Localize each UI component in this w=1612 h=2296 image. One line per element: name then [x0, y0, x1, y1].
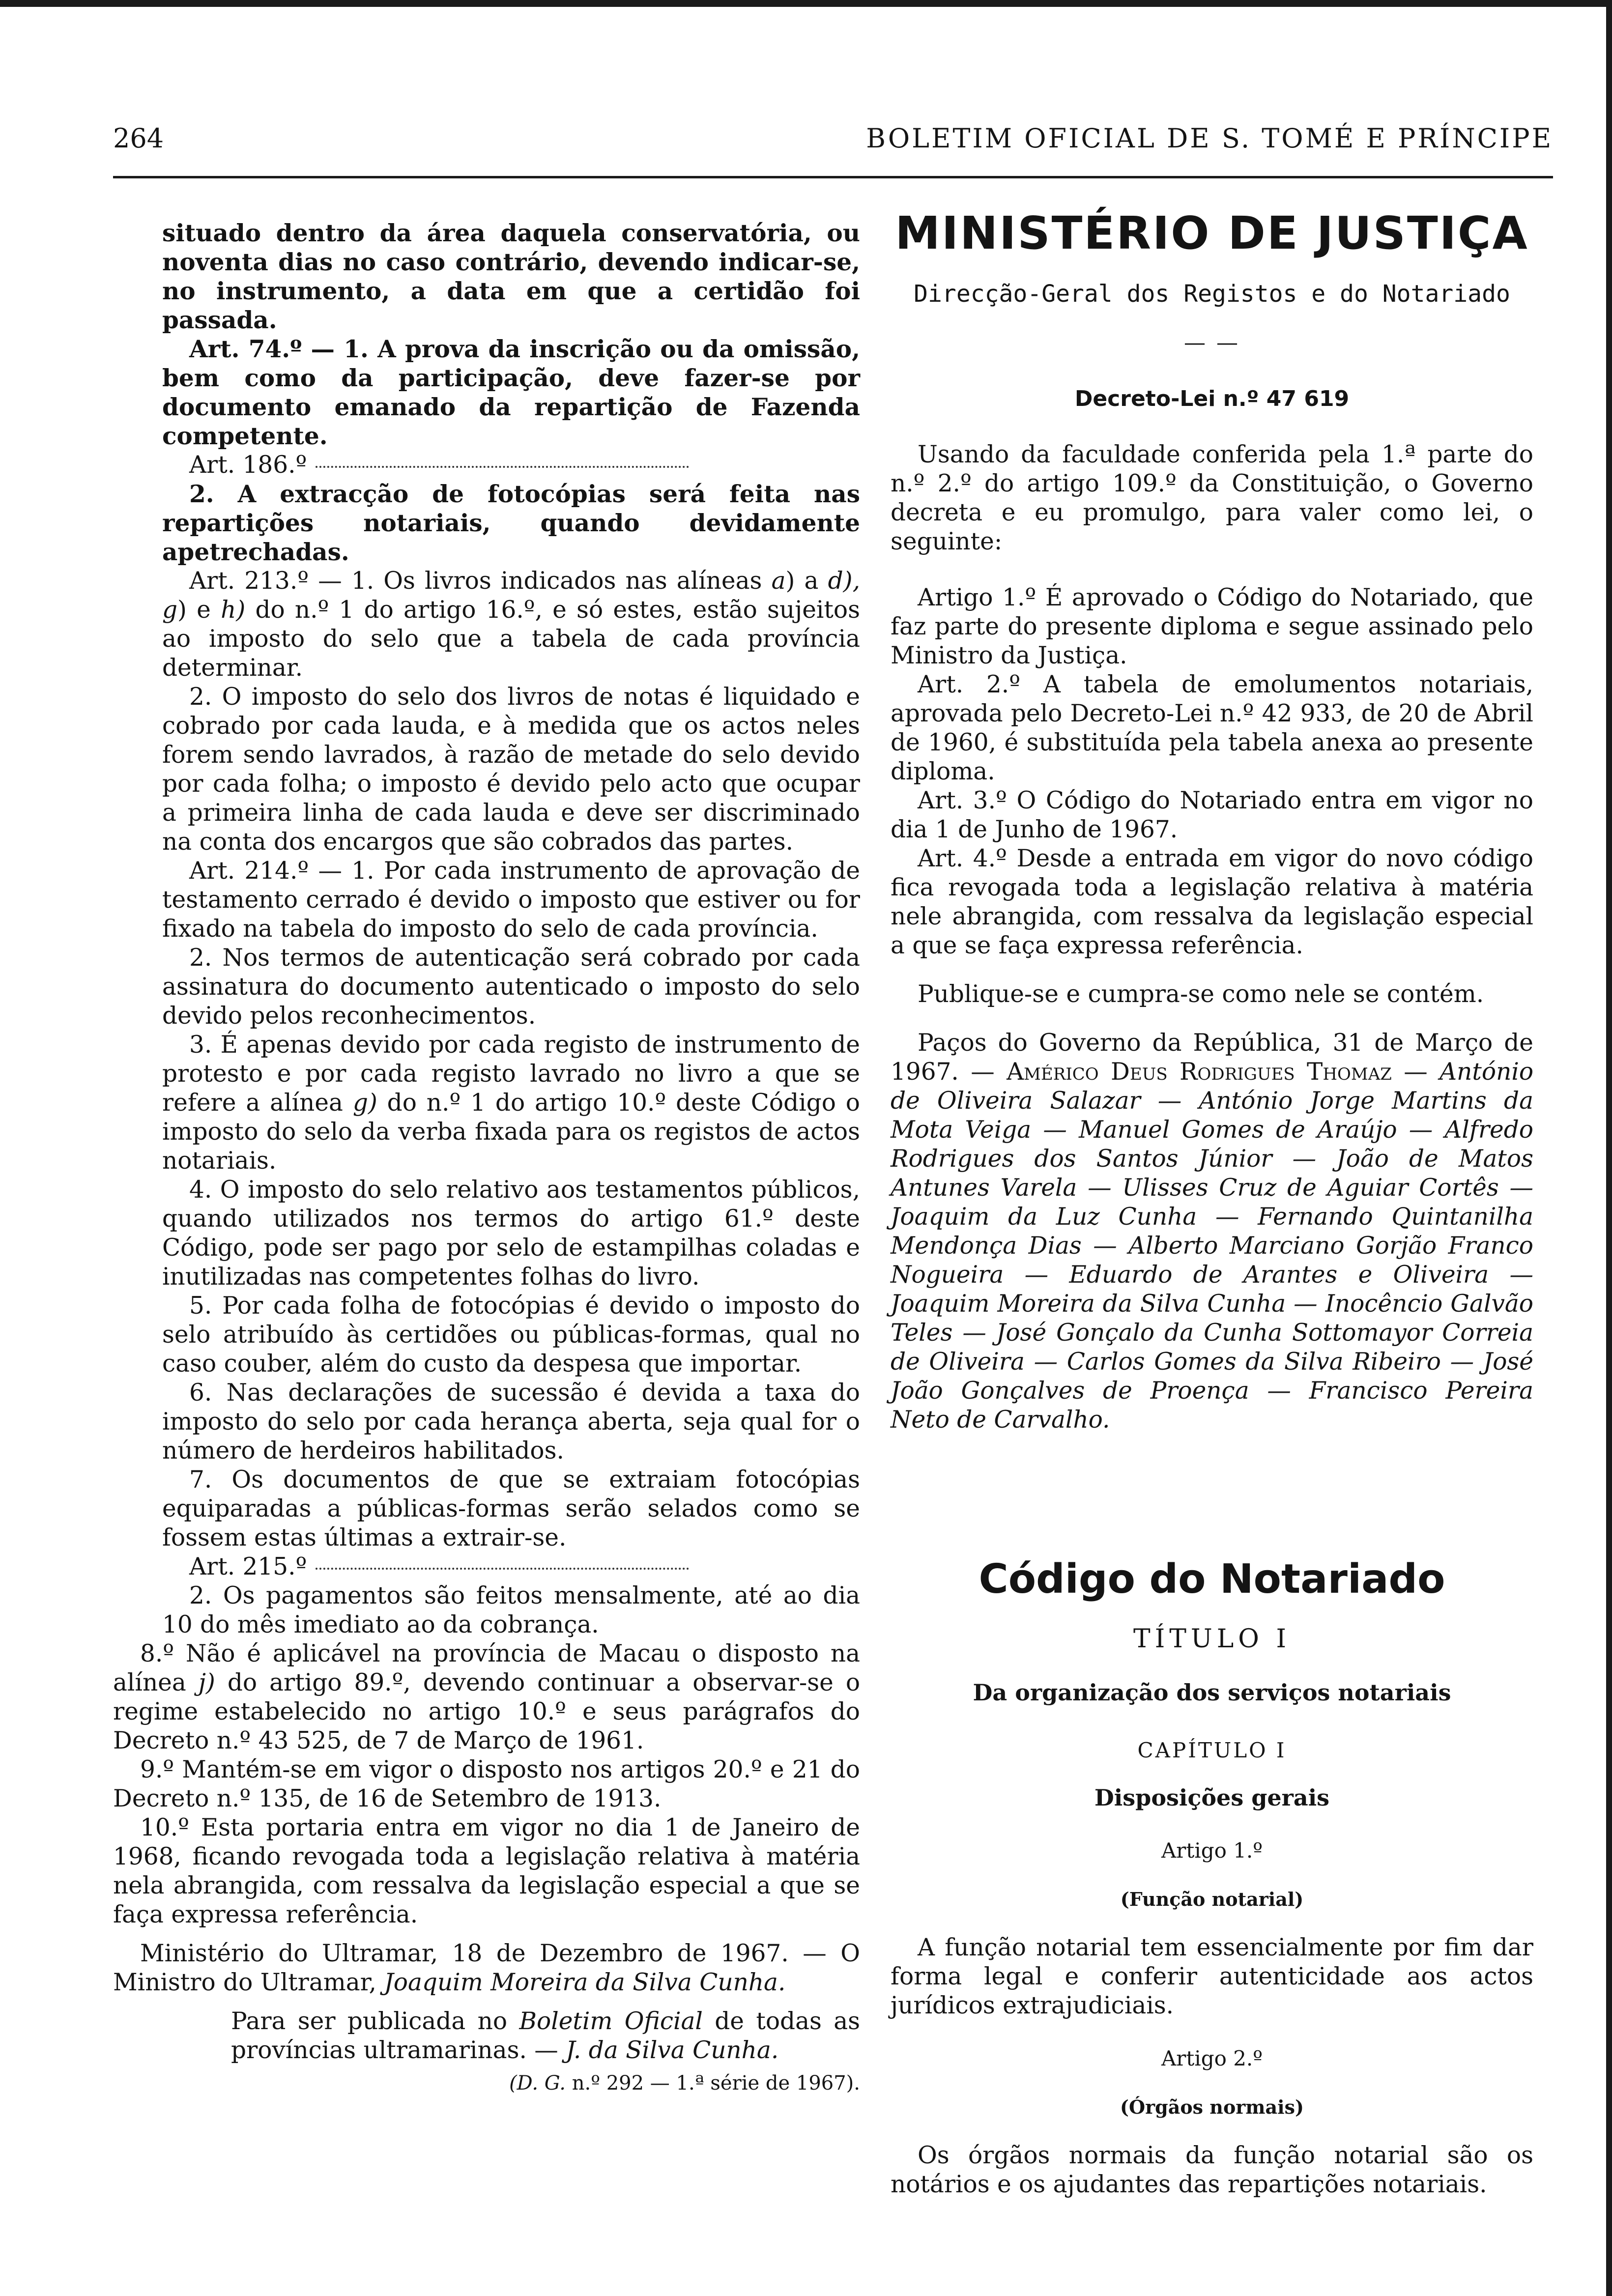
right-border: [1606, 0, 1612, 2296]
paragraph: Art. 214.º — 1. Por cada instrumento de aprovação de testamento cerrado é devido o imposto que estiver ou for fixado na tabela do imposto do selo de cada província.: [162, 857, 860, 943]
chapter-subheading: Disposições gerais: [1094, 1784, 1330, 1811]
paragraph: [162, 1552, 860, 1581]
running-title: BOLETIM OFICIAL DE S. TOMÉ E PRÍNCIPE: [866, 123, 1553, 154]
text-run: 8.º Não é aplicável na província de Macau o disposto na alínea: [113, 1640, 860, 1696]
text-run: h): [221, 596, 246, 624]
source-reference: [162, 2069, 860, 2098]
right-column: [891, 207, 1534, 2199]
paragraph: 6. Nas declarações de sucessão é devida a taxa do imposto do selo por cada herança aberta, seja qual for o número de herdeiros habilitados.: [162, 1379, 860, 1464]
article-heading: Artigo 1.º: [1161, 1838, 1263, 1863]
article-label: Art. 186.º: [189, 451, 307, 479]
text-run: Para ser publicada no: [231, 2008, 508, 2035]
paragraph: 2. Nos termos de autenticação será cobrado por cada assinatura do documento autenticado o imposto do selo devido pelos reconhecimentos.: [162, 944, 860, 1030]
paragraph: 2. Os pagamentos são feitos mensalmente, até ao dia 10 do mês imediato ao da cobrança.: [162, 1582, 860, 1638]
paragraph: 7. Os documentos de que se extraiam fotocópias equiparadas a públicas-formas serão selados como se fossem estas últimas a extrair-se.: [162, 1466, 860, 1551]
paragraph: Publique-se e cumpra-se como nele se contém.: [918, 980, 1484, 1008]
top-border: [0, 0, 1612, 7]
paragraph: 9.º Mantém-se em vigor o disposto nos artigos 20.º e 21 do Decreto n.º 135, de 16 de Setembro de 1913.: [113, 1756, 860, 1812]
code-title: Código do Notariado: [979, 1556, 1445, 1603]
text-run: a: [771, 567, 786, 595]
text-run: 3. É apenas devido por cada registo de instrumento de protesto e por cada registo lavrado no livro a que se refere a alínea: [162, 1031, 860, 1117]
text-run: —: [1404, 1058, 1428, 1086]
paragraph: Os órgãos normais da função notarial são os notários e os ajudantes das repartições notariais.: [891, 2142, 1533, 2198]
chapter-heading: CAPÍTULO I: [1137, 1738, 1287, 1762]
dot-leader: [316, 1568, 689, 1570]
text-run: do artigo 89.º, devendo continuar a observar-se o regime estabelecido no artigo 10.º e seus parágrafos do Decreto n.º 43 525, de 7 de Março de 1961.: [113, 1669, 861, 1754]
paragraph: 5. Por cada folha de fotocópias é devido o imposto do selo atribuído às certidões ou públicas-formas, qual no caso couber, além do custo da despesa que importar.: [162, 1292, 860, 1378]
text-run: Boletim Oficial: [519, 2008, 703, 2035]
signatories: [891, 1029, 1533, 1435]
paragraph: [162, 567, 860, 683]
text-run: Paços do Governo da República, 31 de Março de 1967. —: [891, 1029, 1533, 1086]
paragraph: 2. A extracção de fotocópias será feita nas repartições notariais, quando devidamente apetrechadas.: [162, 480, 860, 566]
text-run: d), g: [162, 567, 861, 624]
text-run: Joaquim Moreira da Silva Cunha.: [384, 1969, 786, 1996]
paragraph: [162, 1031, 860, 1176]
paragraph: Art. 4.º Desde a entrada em vigor do novo código fica revogada toda a legislação relativa à matéria nele abrangida, com ressalva da legislação especial a que se faça expressa referência.: [891, 845, 1533, 959]
text-run: do n.º 1 do artigo 10.º deste Código o imposto do selo da verba fixada para os registos de actos notariais.: [162, 1089, 861, 1175]
article-subheading: (Função notarial): [1120, 1888, 1304, 1910]
article-subheading: (Órgãos normais): [1120, 2096, 1304, 2118]
dot-leader: [316, 466, 689, 468]
left-column: [113, 219, 861, 2098]
text-run: ) a: [785, 567, 819, 595]
paragraph: 2. O imposto do selo dos livros de notas é liquidado e cobrado por cada lauda, e à medida que os actos neles forem sendo lavrados, à razão de metade do selo devido por cada folha; o imposto é devido pelo acto que ocupar a primeira linha de cada lauda e deve ser discriminado na conta dos encargos que são cobrados das partes.: [162, 683, 860, 856]
text-run: Ministério do Ultramar, 18 de Dezembro de 1967. — O Ministro do Ultramar,: [113, 1940, 860, 1996]
article-label: Art. 215.º: [189, 1553, 307, 1580]
paragraph: Artigo 1.º É aprovado o Código do Notariado, que faz parte do presente diploma e segue assinado pelo Ministro da Justiça.: [891, 584, 1533, 669]
page-number: 264: [113, 123, 164, 154]
paragraph: situado dentro da área daquela conservatória, ou noventa dias no caso contrário, devendo indicar-se, no instrumento, a data em que a certidão foi passada.: [162, 219, 860, 334]
paragraph: 10.º Esta portaria entra em vigor no dia 1 de Janeiro de 1968, ficando revogada toda a legislação relativa à matéria nela abrangida, com ressalva da legislação especial a que se faça expressa referência.: [113, 1814, 860, 1928]
ministry-title: MINISTÉRIO DE JUSTIÇA: [895, 207, 1529, 259]
article-heading: Artigo 2.º: [1161, 2046, 1263, 2070]
text-run: ) e: [177, 596, 211, 624]
text-run: Américo Deus Rodrigues Thomaz: [1007, 1058, 1392, 1086]
page-header: [113, 123, 1553, 162]
signature-paragraph: [113, 1939, 860, 1997]
text-run: Art. 213.º — 1. Os livros indicados nas alíneas: [189, 567, 762, 595]
text-run: António de Oliveira Salazar — António Jorge Martins da Mota Veiga — Manuel Gomes de Araújo — Alfredo Rodrigues dos Santos Júnior — João de Matos Antunes Varela — Ulisses Cruz de Aguiar Cortês — Joaquim da Luz Cunha — Fernando Quintanilha Mendonça Dias — Alberto Marciano Gorjão Franco Nogueira — Eduardo de Arantes e Oliveira — Joaquim Moreira da Silva Cunha — Inocêncio Galvão Teles — José Gonçalo da Cunha Sottomayor Correia de Oliveira — Carlos Gomes da Silva Ribeiro — José João Gonçalves de Proença — Francisco Pereira Neto de Carvalho.: [891, 1058, 1534, 1434]
text-run: (D. G.: [509, 2072, 566, 2095]
text-run: j): [198, 1669, 215, 1696]
text-run: n.º 292 — 1.ª série de 1967).: [572, 2072, 860, 2095]
decree-number: Decreto-Lei n.º 47 619: [1074, 386, 1350, 411]
paragraph: [162, 451, 860, 480]
text-run: de todas as províncias ultramarinas. —: [231, 2008, 860, 2064]
paragraph: Usando da faculdade conferida pela 1.ª parte do n.º 2.º do artigo 109.º da Constituição, o Governo decreta e eu promulgo, para valer como lei, o seguinte:: [891, 441, 1533, 555]
separator: — —: [1184, 330, 1240, 355]
title-heading: TÍTULO I: [1133, 1624, 1291, 1654]
paragraph: Art. 2.º A tabela de emolumentos notariais, aprovada pelo Decreto-Lei n.º 42 933, de 20 de Abril de 1960, é substituída pela tabela anexa ao presente diploma.: [891, 671, 1533, 785]
header-rule: [113, 176, 1553, 178]
paragraph: 4. O imposto do selo relativo aos testamentos públicos, quando utilizados nos termos do artigo 61.º deste Código, pode ser pago por selo de estampilhas coladas e inutilizadas nas competentes folhas do livro.: [162, 1176, 860, 1291]
text-run: J. da Silva Cunha.: [566, 2037, 779, 2064]
text-run: g): [352, 1089, 377, 1117]
paragraph: Art. 3.º O Código do Notariado entra em vigor no dia 1 de Junho de 1967.: [891, 787, 1533, 843]
text-run: do n.º 1 do artigo 16.º, e só estes, estão sujeitos ao imposto do selo que a tabela de cada província determinar.: [162, 596, 860, 682]
paragraph: [113, 1639, 860, 1755]
paragraph: A função notarial tem essencialmente por fim dar forma legal e conferir autenticidade aos actos jurídicos extrajudiciais.: [891, 1934, 1533, 2019]
publication-note: [231, 2007, 860, 2065]
directorate-heading: Direcção-Geral dos Registos e do Notariado: [914, 280, 1510, 308]
paragraph: Art. 74.º — 1. A prova da inscrição ou da omissão, bem como da participação, deve fazer-se por documento emanado da repartição de Fazenda competente.: [162, 335, 860, 450]
title-subheading: Da organização dos serviços notariais: [973, 1679, 1451, 1706]
